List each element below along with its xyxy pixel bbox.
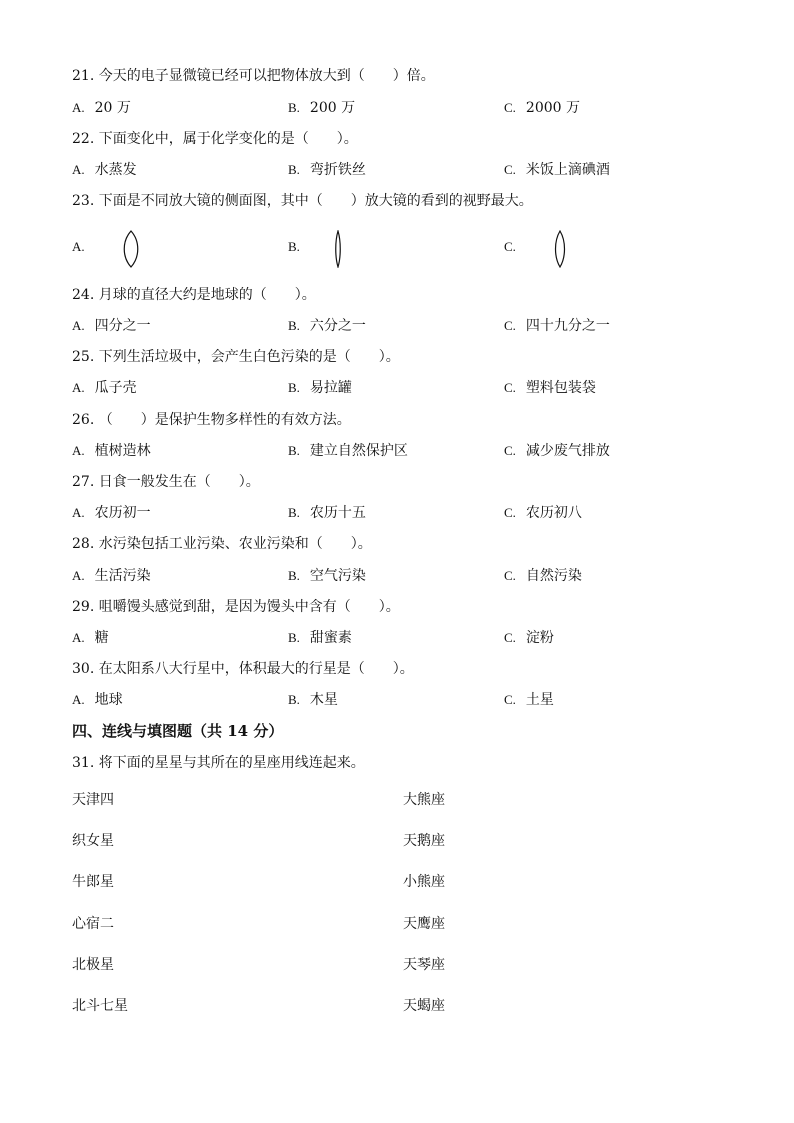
option-letter: A.: [72, 630, 85, 645]
option-letter: C.: [504, 239, 516, 254]
option-letter: B.: [288, 239, 300, 254]
question-29-option-c[interactable]: [504, 628, 554, 648]
constellation-item[interactable]: 小熊座: [403, 874, 445, 890]
option-letter: A.: [72, 380, 85, 395]
option-text: 生活污染: [94, 568, 151, 584]
question-22-option-a[interactable]: [72, 160, 137, 180]
option-text: 200 万: [309, 100, 356, 116]
question-25-option-b[interactable]: [288, 378, 352, 398]
question-26-stem: 26. （ ）是保护生物多样性的有效方法。: [72, 412, 351, 428]
option-letter: A.: [72, 505, 85, 520]
option-letter: C.: [504, 162, 516, 177]
option-letter: B.: [288, 380, 300, 395]
question-28-option-c[interactable]: [504, 566, 582, 586]
option-text: 甜蜜素: [309, 630, 352, 646]
convex-lens-thick-icon: [119, 230, 143, 268]
option-letter: B.: [288, 568, 300, 583]
question-24-option-c[interactable]: [504, 316, 610, 336]
option-text: 四十九分之一: [525, 318, 610, 334]
option-letter: C.: [504, 100, 516, 115]
option-text: 瓜子壳: [94, 380, 137, 396]
question-24-stem: 24. 月球的直径大约是地球的（ ）。: [72, 287, 316, 303]
question-26-option-c[interactable]: [504, 441, 610, 461]
option-letter: A.: [72, 239, 85, 254]
option-text: 六分之一: [309, 318, 366, 334]
option-letter: C.: [504, 630, 516, 645]
option-letter: C.: [504, 692, 516, 707]
question-25-option-c[interactable]: [504, 378, 596, 398]
section-4-title: 四、连线与填图题（共 14 分）: [72, 722, 284, 740]
option-letter: C.: [504, 380, 516, 395]
constellation-item[interactable]: 天蝎座: [403, 998, 445, 1014]
question-29-option-a[interactable]: [72, 628, 109, 648]
question-24-option-b[interactable]: [288, 316, 366, 336]
option-text: 水蒸发: [94, 162, 137, 178]
question-22-option-b[interactable]: [288, 160, 366, 180]
question-30-option-c[interactable]: [504, 690, 554, 710]
option-text: 木星: [309, 692, 338, 708]
question-27-option-a[interactable]: [72, 503, 151, 523]
question-27-stem: 27. 日食一般发生在（ ）。: [72, 474, 260, 490]
question-28-option-a[interactable]: [72, 566, 151, 586]
option-letter: C.: [504, 505, 516, 520]
question-29-option-b[interactable]: [288, 628, 352, 648]
star-item[interactable]: 心宿二: [72, 916, 114, 932]
question-26-option-a[interactable]: [72, 441, 151, 461]
option-text: 淀粉: [525, 630, 554, 646]
option-letter: A.: [72, 692, 85, 707]
question-21-option-b[interactable]: [288, 98, 355, 118]
question-25-stem: 25. 下列生活垃圾中，会产生白色污染的是（ ）。: [72, 349, 400, 365]
option-letter: B.: [288, 318, 300, 333]
star-item[interactable]: 天津四: [72, 792, 114, 808]
question-30-stem: 30. 在太阳系八大行星中，体积最大的行星是（ ）。: [72, 661, 414, 677]
option-text: 2000 万: [525, 100, 581, 116]
option-text: 20 万: [94, 100, 131, 116]
question-28-option-b[interactable]: [288, 566, 366, 586]
question-23-option-b[interactable]: [288, 229, 378, 269]
option-text: 土星: [525, 692, 554, 708]
option-text: 空气污染: [309, 568, 366, 584]
option-text: 建立自然保护区: [309, 443, 408, 459]
question-28-stem: 28. 水污染包括工业污染、农业污染和（ ）。: [72, 536, 372, 552]
option-letter: A.: [72, 568, 85, 583]
question-31-stem: 31. 将下面的星星与其所在的星座用线连起来。: [72, 755, 365, 771]
convex-lens-thin-icon: [332, 230, 344, 268]
option-text: 地球: [94, 692, 123, 708]
question-25-option-a[interactable]: [72, 378, 137, 398]
option-text: 农历十五: [309, 505, 366, 521]
option-letter: A.: [72, 443, 85, 458]
question-23-option-a[interactable]: [72, 229, 162, 269]
star-item[interactable]: 牛郎星: [72, 874, 114, 890]
constellation-item[interactable]: 天琴座: [403, 957, 445, 973]
option-text: 弯折铁丝: [309, 162, 366, 178]
option-letter: C.: [504, 443, 516, 458]
convex-lens-medium-icon: [551, 230, 569, 268]
option-letter: B.: [288, 505, 300, 520]
star-item[interactable]: 北斗七星: [72, 998, 128, 1014]
option-text: 易拉罐: [309, 380, 352, 396]
option-text: 四分之一: [94, 318, 151, 334]
option-text: 糖: [94, 630, 109, 646]
question-23-stem: 23. 下面是不同放大镜的侧面图，其中（ ）放大镜的看到的视野最大。: [72, 193, 533, 209]
question-21-option-c[interactable]: [504, 98, 580, 118]
option-text: 减少废气排放: [525, 443, 610, 459]
constellation-item[interactable]: 天鹅座: [403, 833, 445, 849]
option-text: 塑料包装袋: [525, 380, 596, 396]
option-text: 植树造林: [94, 443, 151, 459]
question-21-stem: 21. 今天的电子显微镜已经可以把物体放大到（ ）倍。: [72, 68, 435, 84]
option-letter: C.: [504, 568, 516, 583]
question-26-option-b[interactable]: [288, 441, 408, 461]
question-21-option-a[interactable]: [72, 98, 131, 118]
option-letter: B.: [288, 162, 300, 177]
option-letter: B.: [288, 630, 300, 645]
constellation-item[interactable]: 天鹰座: [403, 916, 445, 932]
question-22-stem: 22. 下面变化中，属于化学变化的是（ ）。: [72, 131, 358, 147]
question-24-option-a[interactable]: [72, 316, 151, 336]
option-letter: C.: [504, 318, 516, 333]
option-letter: B.: [288, 443, 300, 458]
question-29-stem: 29. 咀嚼馒头感觉到甜，是因为馒头中含有（ ）。: [72, 599, 400, 615]
question-23-option-c[interactable]: [504, 229, 594, 269]
option-text: 农历初八: [525, 505, 582, 521]
star-item[interactable]: 织女星: [72, 833, 114, 849]
question-30-option-a[interactable]: [72, 690, 123, 710]
question-27-option-b[interactable]: [288, 503, 366, 523]
star-item[interactable]: 北极星: [72, 957, 114, 973]
option-letter: A.: [72, 100, 85, 115]
question-30-option-b[interactable]: [288, 690, 338, 710]
option-text: 农历初一: [94, 505, 151, 521]
option-letter: A.: [72, 162, 85, 177]
option-text: 米饭上滴碘酒: [525, 162, 610, 178]
option-letter: B.: [288, 100, 300, 115]
option-letter: B.: [288, 692, 300, 707]
question-27-option-c[interactable]: [504, 503, 582, 523]
constellation-item[interactable]: 大熊座: [403, 792, 445, 808]
question-22-option-c[interactable]: [504, 160, 610, 180]
option-text: 自然污染: [525, 568, 582, 584]
option-letter: A.: [72, 318, 85, 333]
